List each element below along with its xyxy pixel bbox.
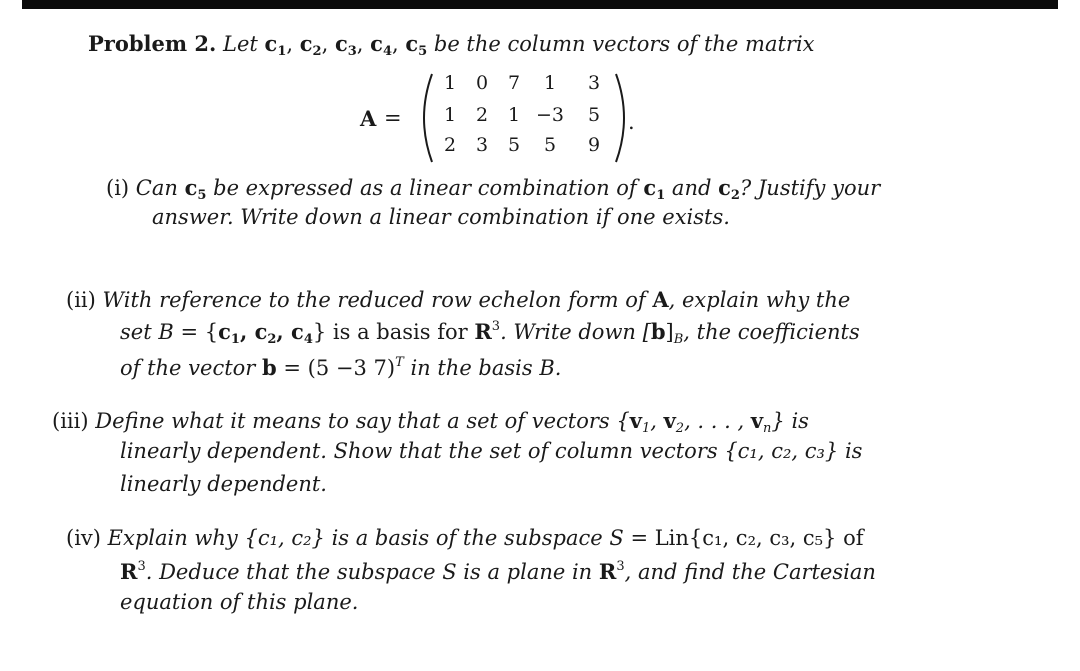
- part-i-label: (i): [106, 176, 130, 200]
- part-iv-line1: (iv) Explain why {c₁, c₂} is a basis of the subspace S = Lin{c₁, c₂, c₃, c₅} of: [66, 526, 864, 550]
- matrix-cell: 1: [443, 72, 457, 94]
- matrix-cell: 1: [443, 104, 457, 126]
- matrix-cell: 0: [475, 72, 489, 94]
- part-ii-line2: set $B = \{c_1$, $c_2$, $c_4$} is a basis for $R^3$. Write down $[b]_B$, the coefficients: [120, 319, 860, 347]
- matrix-a: [360, 70, 640, 166]
- matrix-cell: 1: [543, 72, 557, 94]
- matrix-cell: 2: [475, 104, 489, 126]
- part-iv-label: (iv): [66, 526, 101, 550]
- part-iii-label: (iii): [52, 409, 89, 433]
- matrix-cell: 2: [443, 134, 457, 156]
- vector-c5: $c_5$: [405, 31, 428, 59]
- vector-c3: $c_3$: [334, 31, 357, 59]
- problem-heading: Problem 2.: [88, 31, 217, 56]
- matrix-cell: 3: [587, 72, 601, 94]
- matrix-cell: 3: [475, 134, 489, 156]
- part-iii-line2: linearly dependent. Show that the set of column vectors {c₁, c₂, c₃} is: [120, 439, 863, 463]
- matrix-cell: 5: [507, 134, 521, 156]
- matrix-cell: 7: [507, 72, 521, 94]
- vector-c4: $c_4$: [370, 31, 392, 59]
- vector-c2: $c_2$: [299, 31, 322, 59]
- part-iii-line1: (iii) Define what it means to say that a set of vectors {$v_1$, $v_2$, . . . , $v_n$} is: [52, 408, 809, 436]
- matrix-cell: 5: [587, 104, 601, 126]
- matrix-cell: −3: [535, 104, 564, 126]
- matrix-cell: 1: [507, 104, 521, 126]
- problem-intro: Problem 2. Let $c_1$, $c_2$, $c_3$, $c_4$, $c_5$ be the column vectors of the matrix: [88, 31, 815, 59]
- part-iv-line2: $R^3$. Deduce that the subspace S is a plane in $R^3$, and find the Cartesian: [120, 559, 876, 584]
- top-border-bar: [22, 0, 1058, 9]
- matrix-period: .: [628, 110, 635, 134]
- matrix-cell: 9: [587, 134, 601, 156]
- vector-c1: $c_1$: [264, 31, 287, 59]
- part-iii-line3: linearly dependent.: [120, 472, 327, 496]
- part-ii-line3: of the vector b = (5 −3 7)$^T$ in the basis B.: [120, 355, 562, 380]
- part-ii-label: (ii): [66, 288, 96, 312]
- part-ii-line1: (ii) With reference to the reduced row echelon form of A, explain why the: [66, 287, 851, 312]
- part-i-line1: (i) Can $c_5$ be expressed as a linear combination of $c_1$ and $c_2$? Justify your: [106, 175, 881, 203]
- matrix-cell: 5: [543, 134, 557, 156]
- part-iv-line3: equation of this plane.: [120, 590, 359, 614]
- matrix-equals: =: [384, 106, 402, 130]
- matrix-label: A: [360, 106, 377, 131]
- part-i-line2: answer. Write down a linear combination if one exists.: [152, 205, 730, 229]
